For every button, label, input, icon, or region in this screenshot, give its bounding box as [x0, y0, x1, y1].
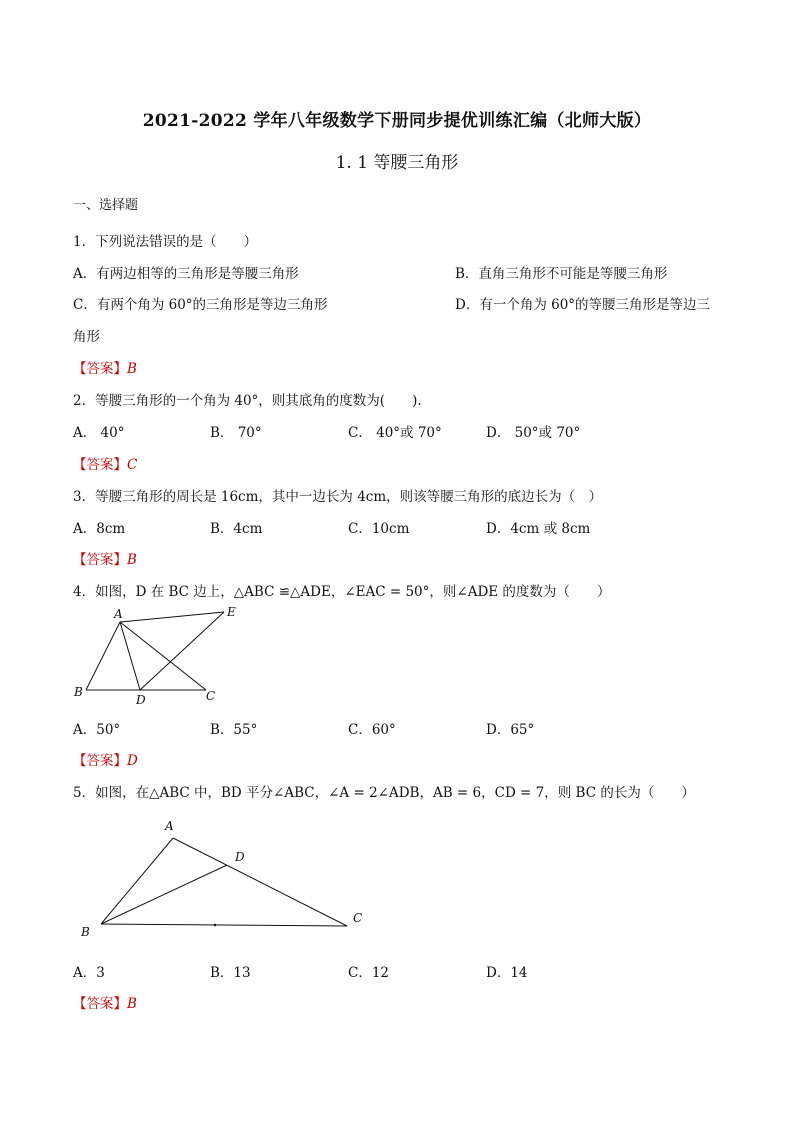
vertex-b-label: B — [74, 685, 83, 699]
option-d: D．有一个角为 60°的等腰三角形是等边三 — [455, 297, 711, 313]
vertex-c-label: C — [353, 911, 363, 925]
option-d: D． 50°或 70° — [486, 425, 581, 441]
answer-label: 【答案】 — [73, 457, 127, 473]
vertex-c-label: C — [206, 689, 216, 703]
answer-value: B — [127, 996, 137, 1012]
page-title: 2021-2022 学年八年级数学下册同步提优训练汇编（北师大版） — [142, 111, 652, 131]
segment-ab — [86, 622, 120, 690]
answer-value: B — [127, 552, 137, 568]
midpoint-dot — [214, 924, 217, 927]
answer-line — [73, 749, 138, 769]
segment-ac — [120, 622, 206, 690]
section-heading: 一、选择题 — [73, 198, 139, 213]
option-b: B． 70° — [210, 425, 262, 441]
option-d: D．65° — [486, 722, 535, 738]
option-a: A． 40° — [73, 425, 125, 441]
question-stem: 1．下列说法错误的是（ ） — [73, 234, 258, 250]
segment-ab — [101, 838, 173, 924]
answer-label: 【答案】 — [73, 753, 127, 769]
option-d: D．14 — [486, 965, 528, 981]
page-subtitle: 1. 1 等腰三角形 — [335, 153, 459, 173]
triangle-figure-q5 — [75, 812, 375, 947]
option-a: A．8cm — [73, 521, 126, 537]
option-c: C．10cm — [348, 521, 410, 537]
question-stem: 5．如图，在△ABC 中，BD 平分∠ABC，∠A = 2∠ADB，AB = 6，CD = 7，则 BC 的长为（ ） — [73, 785, 695, 801]
triangle-figure-q4 — [70, 602, 250, 712]
option-b: B．4cm — [210, 521, 263, 537]
segment-ae — [120, 612, 224, 622]
question-stem: 4．如图，D 在 BC 边上，△ABC ≌△ADE，∠EAC = 50°，则∠ADE 的度数为（ ） — [73, 584, 611, 600]
option-d: D．4cm 或 8cm — [486, 521, 591, 537]
segment-ac — [173, 838, 347, 926]
segment-bc — [101, 924, 347, 926]
segment-de — [140, 612, 224, 690]
vertex-e-label: E — [227, 605, 236, 619]
answer-label: 【答案】 — [73, 552, 127, 568]
answer-line — [73, 548, 137, 568]
option-b: B．直角三角形不可能是等腰三角形 — [455, 266, 668, 282]
option-c: C．60° — [348, 722, 396, 738]
answer-value: D — [127, 753, 138, 769]
answer-line — [73, 453, 137, 473]
answer-value: C — [127, 457, 138, 473]
answer-label: 【答案】 — [73, 996, 127, 1012]
option-a: A．3 — [73, 965, 105, 981]
answer-label: 【答案】 — [73, 361, 127, 377]
option-c: C． 40°或 70° — [348, 425, 442, 441]
option-a: A．有两边相等的三角形是等腰三角形 — [73, 266, 299, 282]
vertex-a-label: A — [114, 607, 123, 621]
question-stem: 2．等腰三角形的一个角为 40°，则其底角的度数为( ). — [73, 393, 422, 409]
answer-line — [73, 992, 137, 1012]
answer-value: B — [127, 361, 137, 377]
option-a: A．50° — [73, 722, 121, 738]
option-c: C．12 — [348, 965, 390, 981]
answer-line — [73, 357, 137, 377]
vertex-d-label: D — [136, 693, 146, 707]
option-b: B．13 — [210, 965, 251, 981]
vertex-b-label: B — [81, 925, 90, 939]
option-c: C．有两个角为 60°的三角形是等边三角形 — [73, 297, 328, 313]
vertex-a-label: A — [165, 819, 174, 833]
segment-ad — [120, 622, 140, 690]
option-b: B．55° — [210, 722, 258, 738]
option-d-continued: 角形 — [73, 329, 100, 345]
vertex-d-label: D — [235, 850, 245, 864]
question-stem: 3．等腰三角形的周长是 16cm，其中一边长为 4cm，则该等腰三角形的底边长为（ ） — [73, 489, 603, 505]
segment-bd — [101, 865, 227, 924]
